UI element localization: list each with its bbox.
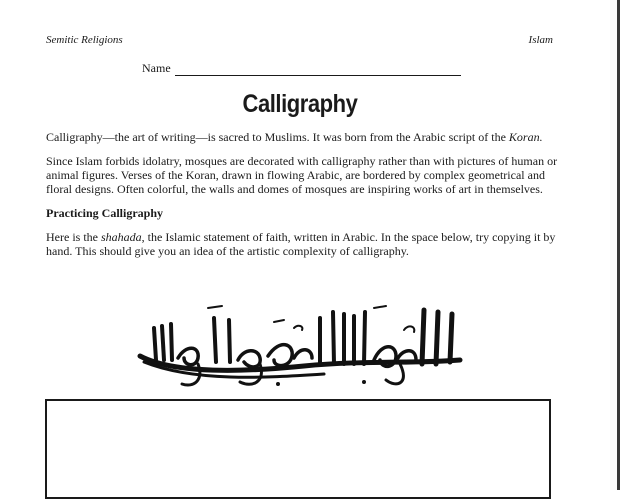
page-title: Calligraphy	[242, 90, 358, 118]
shahada-calligraphy	[134, 298, 468, 390]
course-label: Semitic Religions	[46, 34, 123, 46]
mosque-paragraph: Since Islam forbids idolatry, mosques are decorated with calligraphy rather than with pictures of human or animal figures. Verses of the Koran, drawn in flowing Arabic, are bordered by complex geometrical and floral designs. Often colorful, the walls and domes of mosques are inspiring works of art in themselves.	[46, 154, 558, 196]
shahada-italic: shahada	[100, 230, 142, 244]
koran-italic: Koran.	[508, 130, 543, 144]
instructions-paragraph: Here is the shahada, the Islamic statement of faith, written in Arabic. In the space below, try copying it by hand. This should give you an idea of the artistic complexity of calligraphy.	[46, 230, 556, 258]
copy-practice-box[interactable]	[45, 399, 551, 499]
topic-label: Islam	[528, 34, 553, 46]
name-label: Name	[142, 61, 171, 75]
section-heading: Practicing Calligraphy	[46, 206, 163, 220]
name-row	[142, 61, 461, 76]
name-field[interactable]	[175, 63, 461, 76]
intro-paragraph: Calligraphy—the art of writing—is sacred to Muslims. It was born from the Arabic script of the Koran.	[46, 130, 543, 144]
worksheet-body	[46, 130, 558, 268]
